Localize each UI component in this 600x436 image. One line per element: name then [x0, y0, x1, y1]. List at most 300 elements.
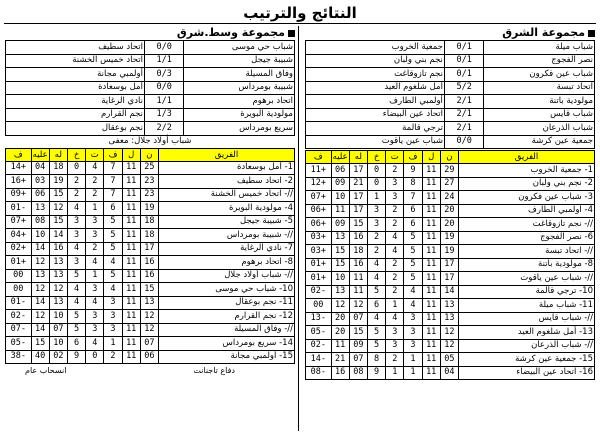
result-row: [6, 68, 295, 82]
standings-diff: +01: [306, 258, 332, 272]
standings-row: [6, 215, 295, 229]
standings-l: 3: [67, 256, 85, 270]
standings-ga: 40: [31, 350, 49, 364]
standings-d: 2: [86, 175, 104, 189]
standings-team: 6- نصر الفجوج: [459, 231, 595, 245]
standings-row: [306, 366, 595, 380]
standings-ga: 16: [331, 366, 349, 380]
standings-d: 3: [86, 283, 104, 297]
result-row: [306, 95, 595, 109]
standings-gf: 15: [49, 188, 67, 202]
standings-diff: -08: [306, 366, 332, 380]
standings-d: 2: [386, 353, 404, 367]
standings-diff: +16: [6, 175, 32, 189]
standings-l: 4: [67, 283, 85, 297]
header-drawn: ت: [86, 148, 104, 161]
title-divider: [4, 23, 596, 24]
header-team: الفريق: [159, 148, 295, 161]
standings-ga: 06: [31, 188, 49, 202]
standings-team: 10- شباب حي موسى: [159, 283, 295, 297]
standings-pl: 11: [422, 177, 440, 191]
standings-l: 5: [67, 323, 85, 337]
standings-team: 14- سريع بومرداس: [159, 337, 295, 351]
bullet-square-icon: [588, 30, 595, 37]
standings-ga: 03: [31, 175, 49, 189]
standings-diff: +02: [6, 242, 32, 256]
standings-pl: 11: [422, 231, 440, 245]
standings-row: [6, 202, 295, 216]
standings-w: 9: [404, 164, 422, 178]
standings-team: 15- جمعية عين كرشة: [459, 353, 595, 367]
standings-diff: -02: [306, 339, 332, 353]
standings-w: 4: [104, 283, 122, 297]
standings-gf: 11: [349, 272, 367, 286]
standings-w: 3: [404, 326, 422, 340]
standings-pts: 24: [440, 191, 458, 205]
standings-diff: -05: [6, 337, 32, 351]
standings-row: [306, 312, 595, 326]
match-score: 1/1: [144, 54, 184, 68]
standings-d: 3: [386, 326, 404, 340]
standings-team: //- وفاق المسيلة: [159, 323, 295, 337]
standings-pts: 20: [440, 204, 458, 218]
home-team: شباب الذرعان: [484, 122, 595, 136]
standings-pl: 11: [422, 204, 440, 218]
standings-row: [6, 188, 295, 202]
east-group: [305, 25, 595, 380]
standings-row: [306, 285, 595, 299]
standings-ga: 04: [31, 161, 49, 175]
away-team: شباب عين ياقوت: [306, 135, 445, 149]
home-team: اتحاد برهوم: [184, 95, 295, 109]
standings-ga: 15: [331, 245, 349, 259]
standings-gf: 12: [49, 202, 67, 216]
standings-diff: +06: [306, 218, 332, 232]
result-row: [306, 135, 595, 149]
standings-ga: 09: [331, 177, 349, 191]
standings-diff: +07: [6, 215, 32, 229]
header-for: له: [349, 151, 367, 164]
standings-row: [6, 161, 295, 175]
away-team: ترجي قالمة: [306, 122, 445, 136]
standings-row: [306, 245, 595, 259]
standings-l: 4: [67, 242, 85, 256]
standings-pts: 12: [440, 339, 458, 353]
header-won: ف: [404, 151, 422, 164]
standings-team: 11- نجم بوعقال: [159, 296, 295, 310]
standings-pl: 11: [122, 323, 140, 337]
away-team: أمل شلغوم العيد: [306, 81, 445, 95]
standings-w: 5: [104, 229, 122, 243]
header-points: ن: [440, 151, 458, 164]
standings-w: 6: [404, 204, 422, 218]
central-group: [5, 25, 295, 376]
standings-pl: 11: [422, 272, 440, 286]
result-row: [6, 122, 295, 136]
standings-pl: 11: [422, 339, 440, 353]
standings-team: //- شباب قايس: [459, 312, 595, 326]
home-team: سريع بومرداس: [184, 122, 295, 136]
header-points: ن: [140, 148, 158, 161]
match-score: 1/3: [144, 108, 184, 122]
central-title-text: مجموعة وسط.شرق: [176, 26, 285, 39]
standings-row: [6, 242, 295, 256]
match-score: 0/1: [444, 54, 484, 68]
standings-l: 3: [367, 204, 385, 218]
standings-team: 7- نادي الرغاية: [159, 242, 295, 256]
standings-l: 8: [367, 353, 385, 367]
standings-d: 2: [86, 242, 104, 256]
standings-w: 3: [404, 339, 422, 353]
standings-gf: 02: [49, 350, 67, 364]
header-won: ف: [104, 148, 122, 161]
standings-ga: 13: [331, 231, 349, 245]
standings-pl: 11: [422, 191, 440, 205]
standings-team: //- نجم تازوقاغت: [459, 218, 595, 232]
standings-pts: 13: [140, 296, 158, 310]
standings-diff: -02: [6, 310, 32, 324]
standings-pl: 11: [122, 229, 140, 243]
standings-ga: 10: [331, 272, 349, 286]
standings-gf: 07: [49, 323, 67, 337]
standings-row: [6, 269, 295, 283]
standings-ga: 13: [31, 269, 49, 283]
standings-ga: 12: [31, 256, 49, 270]
standings-gf: 13: [49, 269, 67, 283]
standings-pts: 06: [140, 350, 158, 364]
standings-gf: 11: [349, 285, 367, 299]
standings-row: [306, 204, 595, 218]
header-for: له: [49, 148, 67, 161]
standings-team: 1- جمعية الخروب: [459, 164, 595, 178]
standings-l: 6: [367, 299, 385, 313]
standings-pl: 11: [422, 218, 440, 232]
standings-team: 5- شبيبة جيجل: [159, 215, 295, 229]
standings-gf: 15: [49, 215, 67, 229]
standings-diff: 00: [6, 283, 32, 297]
standings-d: 2: [386, 258, 404, 272]
result-row: [306, 81, 595, 95]
standings-diff: +07: [306, 191, 332, 205]
standings-row: [306, 177, 595, 191]
standings-w: 6: [104, 202, 122, 216]
standings-row: [306, 326, 595, 340]
standings-w: 5: [104, 269, 122, 283]
home-team: شباب قايس: [484, 108, 595, 122]
away-team: نجم القرارم: [6, 108, 145, 122]
standings-row: [306, 299, 595, 313]
result-row: [306, 54, 595, 68]
standings-gf: 17: [349, 204, 367, 218]
header-drawn: ت: [386, 151, 404, 164]
standings-d: 0: [86, 350, 104, 364]
standings-d: 3: [86, 229, 104, 243]
standings-diff: -02: [306, 285, 332, 299]
standings-row: [306, 218, 595, 232]
standings-row: [6, 296, 295, 310]
away-team: نادي الرغاية: [6, 95, 145, 109]
standings-pl: 11: [122, 269, 140, 283]
standings-d: 2: [86, 188, 104, 202]
match-score: 0/3: [144, 68, 184, 82]
away-team: اتحاد خميس الخشنة: [6, 54, 145, 68]
standings-pl: 11: [122, 202, 140, 216]
standings-gf: 12: [349, 299, 367, 313]
standings-w: 4: [404, 299, 422, 313]
standings-pts: 13: [440, 299, 458, 313]
standings-l: 4: [367, 272, 385, 286]
standings-d: 2: [386, 272, 404, 286]
match-score: 0/1: [444, 68, 484, 82]
standings-diff: +03: [306, 245, 332, 259]
standings-d: 2: [386, 218, 404, 232]
standings-w: 1: [404, 353, 422, 367]
away-team: اتحاد عين البيضاء: [306, 108, 445, 122]
standings-notes: [5, 365, 295, 376]
match-score: 0/0: [144, 81, 184, 95]
standings-team: 15- أولمبي مجانة: [159, 350, 295, 364]
standings-l: 4: [367, 312, 385, 326]
standings-d: 2: [386, 285, 404, 299]
standings-w: 4: [404, 285, 422, 299]
standings-w: 8: [404, 177, 422, 191]
standings-pts: 18: [140, 215, 158, 229]
standings-team: 2- اتحاد سطيف: [159, 175, 295, 189]
standings-pts: 15: [140, 283, 158, 297]
result-row: [306, 108, 595, 122]
standings-d: 1: [86, 202, 104, 216]
standings-d: 4: [86, 161, 104, 175]
standings-gf: 15: [349, 218, 367, 232]
standings-l: 1: [367, 191, 385, 205]
standings-ga: 20: [331, 312, 349, 326]
standings-pl: 11: [122, 256, 140, 270]
away-team: أمل بوسعادة: [6, 81, 145, 95]
standings-pts: 12: [440, 326, 458, 340]
standings-w: 3: [104, 296, 122, 310]
bullet-square-icon: [288, 30, 295, 37]
standings-w: 5: [404, 245, 422, 259]
standings-w: 6: [404, 218, 422, 232]
standings-l: 6: [67, 337, 85, 351]
standings-row: [6, 175, 295, 189]
standings-pl: 11: [122, 350, 140, 364]
match-score: 2/1: [444, 95, 484, 109]
standings-gf: 10: [49, 310, 67, 324]
standings-pts: 19: [440, 245, 458, 259]
standings-l: 3: [67, 229, 85, 243]
standings-pts: 16: [140, 269, 158, 283]
standings-l: 2: [67, 188, 85, 202]
standings-diff: 00: [306, 299, 332, 313]
standings-pts: 23: [140, 175, 158, 189]
result-row: [6, 81, 295, 95]
standings-w: 7: [404, 191, 422, 205]
standings-gf: 18: [49, 161, 67, 175]
standings-row: [306, 164, 595, 178]
standings-l: 0: [367, 177, 385, 191]
standings-l: 3: [67, 215, 85, 229]
standings-pl: 11: [422, 353, 440, 367]
match-score: 2/1: [444, 108, 484, 122]
standings-ga: 12: [31, 283, 49, 297]
result-row: [6, 108, 295, 122]
standings-pts: 07: [140, 337, 158, 351]
standings-row: [306, 258, 595, 272]
note-defense: دفاع تاجنانت: [193, 366, 235, 375]
standings-ga: 12: [331, 299, 349, 313]
east-group-title: [305, 25, 595, 40]
standings-gf: 18: [349, 245, 367, 259]
header-played: ل: [122, 148, 140, 161]
standings-l: 4: [67, 202, 85, 216]
standings-pts: 25: [140, 161, 158, 175]
standings-pts: 12: [140, 323, 158, 337]
standings-team: //- شباب أولاد جلال: [159, 269, 295, 283]
standings-pl: 11: [122, 296, 140, 310]
standings-pl: 11: [122, 337, 140, 351]
standings-pl: 11: [122, 161, 140, 175]
standings-diff: -01: [6, 296, 32, 310]
standings-row: [306, 191, 595, 205]
standings-ga: 15: [31, 337, 49, 351]
standings-l: 5: [367, 339, 385, 353]
away-team: أولمبي الطارف: [306, 95, 445, 109]
header-played: ل: [422, 151, 440, 164]
standings-l: 4: [367, 258, 385, 272]
standings-ga: 10: [31, 229, 49, 243]
standings-gf: 17: [349, 164, 367, 178]
standings-gf: 17: [349, 191, 367, 205]
result-row: [306, 122, 595, 136]
home-team: وفاق المسيلة: [184, 68, 295, 82]
standings-d: 3: [86, 310, 104, 324]
header-diff: ف: [6, 148, 32, 161]
standings-pl: 11: [122, 188, 140, 202]
standings-pl: 11: [422, 245, 440, 259]
header-against: عليه: [32, 149, 48, 160]
standings-ga: 13: [331, 285, 349, 299]
standings-w: 1: [104, 337, 122, 351]
standings-diff: +14: [6, 161, 32, 175]
header-diff: ف: [306, 151, 332, 164]
match-score: 1/1: [144, 95, 184, 109]
standings-row: [306, 231, 595, 245]
away-team: اتحاد سطيف: [6, 41, 145, 55]
standings-diff: -38: [6, 350, 32, 364]
standings-pts: 04: [440, 366, 458, 380]
standings-l: 5: [67, 269, 85, 283]
home-team: شبيبة جيجل: [184, 54, 295, 68]
standings-d: 4: [386, 245, 404, 259]
page-title: النتائج والترتيب: [243, 4, 357, 22]
standings-pl: 11: [122, 310, 140, 324]
home-team: شباب ميلة: [484, 41, 595, 55]
result-row: [6, 95, 295, 109]
standings-ga: 14: [31, 323, 49, 337]
standings-pl: 11: [422, 164, 440, 178]
standings-team: //- اتحاد تبسة: [459, 245, 595, 259]
home-team: مولودية باتنة: [484, 95, 595, 109]
match-score: 0/1: [444, 41, 484, 55]
standings-ga: 15: [331, 258, 349, 272]
standings-row: [306, 272, 595, 286]
away-team: أولمبي مجانة: [6, 68, 145, 82]
standings-ga: 06: [331, 164, 349, 178]
standings-w: 2: [104, 350, 122, 364]
standings-d: 3: [86, 215, 104, 229]
standings-pts: 17: [440, 272, 458, 286]
standings-w: 5: [104, 242, 122, 256]
note-withdrawal: انسحاب عام: [25, 366, 67, 375]
home-team: اتحاد تبسة: [484, 81, 595, 95]
standings-gf: 12: [49, 283, 67, 297]
standings-diff: -13: [306, 312, 332, 326]
standings-w: 3: [404, 312, 422, 326]
standings-d: 4: [86, 256, 104, 270]
standings-d: 1: [86, 269, 104, 283]
standings-gf: 09: [349, 339, 367, 353]
standings-d: 3: [386, 177, 404, 191]
standings-pl: 11: [122, 175, 140, 189]
standings-pts: 16: [140, 256, 158, 270]
standings-pl: 11: [122, 242, 140, 256]
standings-pts: 19: [440, 231, 458, 245]
standings-gf: 08: [349, 366, 367, 380]
standings-team: 2- نجم بني ولبان: [459, 177, 595, 191]
standings-row: [6, 256, 295, 270]
standings-l: 2: [67, 175, 85, 189]
standings-w: 5: [404, 258, 422, 272]
standings-w: 7: [104, 175, 122, 189]
standings-d: 1: [386, 299, 404, 313]
standings-team: 11- شباب ميلة: [459, 299, 595, 313]
header-lost: خ: [367, 151, 385, 164]
exempt-note: شباب أولاد جلال: معفى: [108, 135, 192, 146]
standings-pts: 05: [440, 353, 458, 367]
east-title-text: مجموعة الشرق: [502, 26, 585, 39]
standings-gf: 16: [349, 231, 367, 245]
standings-gf: 19: [49, 175, 67, 189]
standings-ga: 11: [331, 204, 349, 218]
standings-pts: 17: [440, 258, 458, 272]
standings-pts: 27: [440, 177, 458, 191]
standings-d: 3: [86, 323, 104, 337]
standings-pts: 19: [140, 202, 158, 216]
result-row: [306, 41, 595, 55]
match-score: 0/0: [144, 41, 184, 55]
match-score: 2/2: [144, 122, 184, 136]
central-standings-table: [5, 148, 295, 365]
standings-team: 3- شباب عين فكرون: [459, 191, 595, 205]
standings-gf: 14: [49, 229, 67, 243]
away-team: جمعية الخروب: [306, 41, 445, 55]
standings-ga: 20: [331, 326, 349, 340]
standings-diff: 00: [6, 269, 32, 283]
header-lost: خ: [67, 148, 85, 161]
standings-row: [6, 310, 295, 324]
standings-diff: -07: [6, 323, 32, 337]
standings-w: 3: [104, 310, 122, 324]
match-score: 0/0: [444, 135, 484, 149]
standings-d: 4: [86, 337, 104, 351]
standings-w: 3: [104, 323, 122, 337]
standings-team: 4- أولمبي الطارف: [459, 204, 595, 218]
standings-team: 16- اتحاد عين البيضاء: [459, 366, 595, 380]
standings-row: [306, 339, 595, 353]
standings-d: 2: [386, 204, 404, 218]
home-team: جمعية عين كرشة: [484, 135, 595, 149]
